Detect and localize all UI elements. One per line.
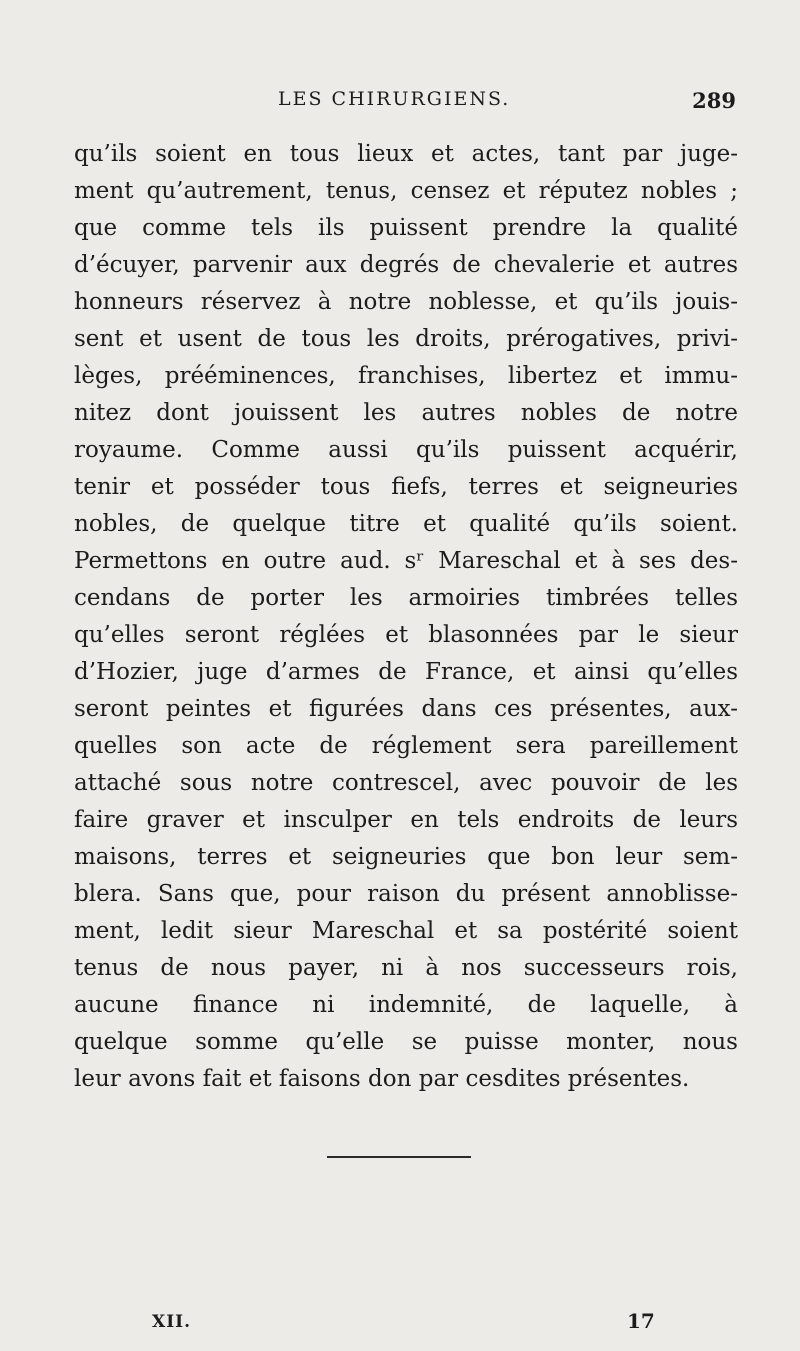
sheet-number: 17 [627,1309,655,1333]
running-title: LES CHIRURGIENS. [278,88,511,110]
text-line: tenus de nous payer, ni à nos successeurs rois, [74,955,738,981]
text-line: quelles son acte de réglement sera pareillement [74,733,738,759]
text-line: Permettons en outre aud. sʳ Mareschal et à ses des- [74,548,738,574]
text-line: faire graver et insculper en tels endroits de leurs [74,807,738,833]
text-line: lèges, prééminences, franchises, libertez et immu- [74,363,738,389]
text-line: ment, ledit sieur Mareschal et sa postérité soient [74,918,738,944]
text-line: d’Hozier, juge d’armes de France, et ainsi qu’elles [74,659,738,685]
text-line: qu’ils soient en tous lieux et actes, tant par juge- [74,141,738,167]
text-line: tenir et posséder tous fiefs, terres et seigneuries [74,474,738,500]
text-line: leur avons fait et faisons don par cesdites présentes. [74,1066,690,1092]
text-line: royaume. Comme aussi qu’ils puissent acquérir, [74,437,738,463]
text-line: quelque somme qu’elle se puisse monter, nous [74,1029,738,1055]
text-line: cendans de porter les armoiries timbrées telles [74,585,738,611]
section-divider [327,1156,471,1158]
text-line: sent et usent de tous les droits, prérogatives, privi- [74,326,738,352]
text-line: attaché sous notre contrescel, avec pouvoir de les [74,770,738,796]
text-line: que comme tels ils puissent prendre la qualité [74,215,738,241]
text-line: qu’elles seront réglées et blasonnées par le sieur [74,622,738,648]
text-line: nobles, de quelque titre et qualité qu’ils soient. [74,511,738,537]
text-line: honneurs réservez à notre noblesse, et qu’ils jouis- [74,289,738,315]
body-text [74,136,738,1098]
page-number: 289 [692,88,736,113]
text-line: ment qu’autrement, tenus, censez et réputez nobles ; [74,178,738,204]
text-line: maisons, terres et seigneuries que bon leur sem- [74,844,738,870]
text-line: aucune finance ni indemnité, de laquelle, à [74,992,738,1018]
text-line: seront peintes et figurées dans ces présentes, aux- [74,696,738,722]
running-head [0,84,800,114]
text-line: nitez dont jouissent les autres nobles de notre [74,400,738,426]
signature-mark: XII. [152,1312,192,1332]
text-line: blera. Sans que, pour raison du présent annoblisse- [74,881,738,907]
text-line: d’écuyer, parvenir aux degrés de chevalerie et autres [74,252,738,278]
